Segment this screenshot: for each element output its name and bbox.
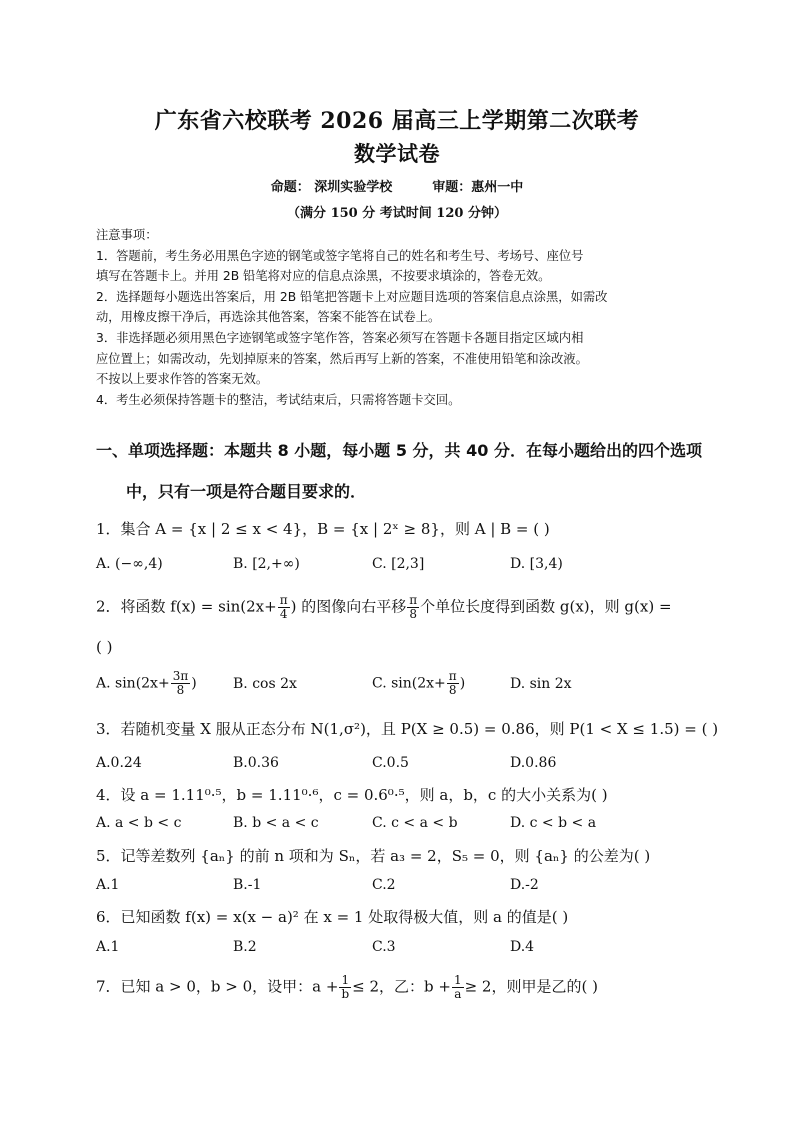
notice-line: 动，用橡皮擦干净后，再选涂其他答案，答案不能答在试卷上。 (96, 310, 441, 325)
option-a: A.0.24 (96, 755, 142, 771)
option-d: D.-2 (510, 877, 539, 893)
fraction (452, 974, 464, 1001)
option-b: B. [2,+∞) (233, 556, 300, 572)
notice-line: 3．非选择题必须用黑色字迹钢笔或签字笔作答，答案必须写在答题卡各题目指定区域内相 (96, 330, 584, 345)
fraction-denominator: 8 (176, 683, 185, 697)
fraction-denominator: b (341, 987, 350, 1001)
fraction-numerator: π (409, 593, 418, 607)
option-a: A.1 (96, 877, 120, 893)
fraction-numerator: 1 (341, 973, 350, 987)
notice-line: 不按以上要求作答的答案无效。 (96, 372, 269, 387)
fraction-denominator: 4 (279, 607, 288, 621)
option-d: D.0.86 (510, 755, 557, 771)
option-a: A. a < b < c (96, 815, 182, 831)
option-c: C.3 (372, 939, 396, 955)
option-d: D. c < b < a (510, 815, 597, 831)
exam-info: （满分 150 分 考试时间 120 分钟） (287, 206, 507, 221)
q7-stem-part: ≤ 2，乙：b + (352, 977, 451, 996)
fraction (407, 594, 419, 621)
option-d: D. [3,4) (510, 556, 563, 572)
q2-stem-part: 2．将函数 f(x) = sin(2x+ (96, 597, 277, 616)
option-c: C. [2,3] (372, 556, 425, 572)
q2-stem-part: ) 的图像向右平移 (290, 597, 407, 616)
notice-line: 应位置上；如需改动，先划掉原来的答案，然后再写上新的答案，不准使用铅笔和涂改液。 (96, 351, 588, 366)
fraction-denominator: 8 (448, 683, 457, 697)
option-b: B. b < a < c (233, 815, 319, 831)
proposer-text: 命题： 深圳实验学校 (270, 180, 393, 195)
option-d: D. sin 2x (510, 676, 572, 692)
notice-line: 填写在答题卡上。并用 2B 铅笔将对应的信息点涂黑，不按要求填涂的，答卷无效。 (96, 269, 551, 284)
reviewer-text: 审题：惠州一中 (432, 180, 524, 195)
question-7-stem (96, 974, 716, 1001)
fraction (171, 670, 191, 697)
fraction (278, 594, 290, 621)
notice-heading: 注意事项： (96, 228, 158, 242)
question-5-stem: 5．记等差数列 {aₙ} 的前 n 项和为 Sₙ，若 a₃ = 2，S₅ = 0，则 {aₙ} 的公差为( ) (96, 847, 651, 865)
option-a (96, 670, 197, 697)
fraction-numerator: π (279, 593, 288, 607)
option-b: B.-1 (233, 877, 262, 893)
q7-stem-part: ≥ 2，则甲是乙的( ) (464, 977, 598, 996)
option-a: A. (−∞,4) (96, 556, 163, 572)
question-4-stem: 4．设 a = 1.11⁰·⁵，b = 1.11⁰·⁶，c = 0.6⁰·⁵，则 a，b，c 的大小关系为( ) (96, 786, 608, 804)
exam-title: 广东省六校联考 2026 届高三上学期第二次联考 (154, 108, 640, 134)
option-b: B.0.36 (233, 755, 279, 771)
question-2-stem (96, 594, 716, 621)
option-a: A.1 (96, 939, 120, 955)
exam-subject: 数学试卷 (354, 141, 440, 166)
option-d: D.4 (510, 939, 535, 955)
q7-stem-part: 7．已知 a > 0，b > 0，设甲：a + (96, 977, 339, 996)
fraction (339, 974, 351, 1001)
option-text: A. sin(2x+ (96, 675, 170, 692)
option-text: ) (191, 675, 197, 692)
question-3-stem: 3．若随机变量 X 服从正态分布 N(1,σ²)，且 P(X ≥ 0.5) = 0.86，则 P(1 < X ≤ 1.5) = ( ) (96, 720, 719, 738)
fraction-numerator: π (448, 669, 457, 683)
option-text: C. sin(2x+ (372, 675, 446, 692)
option-c: C.0.5 (372, 755, 409, 771)
option-c: C. c < a < b (372, 815, 458, 831)
question-6-stem: 6．已知函数 f(x) = x(x − a)² 在 x = 1 处取得极大值，则 a 的值是( ) (96, 908, 569, 926)
option-c: C.2 (372, 877, 396, 893)
notice-block (96, 225, 696, 410)
option-b: B.2 (233, 939, 257, 955)
fraction-numerator: 3π (172, 669, 189, 683)
fraction-denominator: a (454, 987, 462, 1001)
exam-authors (0, 176, 794, 195)
fraction-numerator: 1 (453, 973, 462, 987)
option-b: B. cos 2x (233, 676, 297, 692)
fraction-denominator: 8 (409, 607, 417, 621)
notice-line: 1．答题前，考生务必用黑色字迹的钢笔或签字笔将自己的姓名和考生号、考场号、座位号 (96, 248, 584, 263)
notice-line: 2．选择题每小题选出答案后，用 2B 铅笔把答题卡上对应题目选项的答案信息点涂黑，如需改 (96, 289, 608, 304)
section-heading-cont: 中，只有一项是符合题目要求的． (126, 482, 367, 501)
question-2-paren: ( ) (96, 638, 113, 656)
fraction (447, 670, 459, 697)
option-text: ) (459, 675, 466, 692)
question-1-stem: 1．集合 A = {x | 2 ≤ x < 4}，B = {x | 2ˣ ≥ 8}，则 A | B = ( ) (96, 520, 550, 538)
q2-stem-part: 个单位长度得到函数 g(x)，则 g(x) = (420, 597, 672, 616)
notice-line: 4．考生必须保持答题卡的整洁，考试结束后，只需将答题卡交回。 (96, 392, 461, 407)
option-c (372, 670, 465, 697)
section-heading: 一、单项选择题：本题共 8 小题，每小题 5 分，共 40 分．在每小题给出的四个选项 (96, 441, 702, 460)
